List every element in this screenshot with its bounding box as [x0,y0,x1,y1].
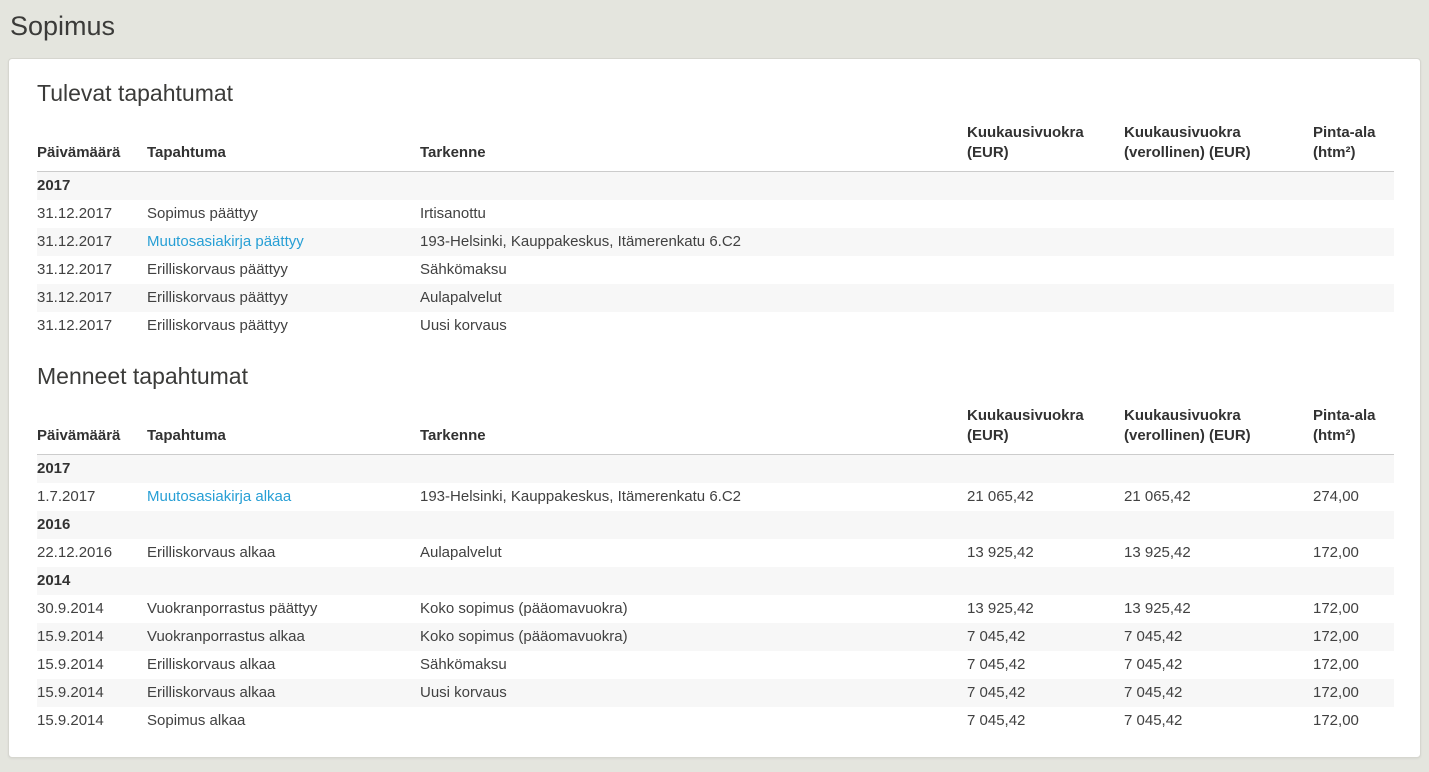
table-header [37,117,1394,172]
detail-cell [420,707,967,735]
rent-tax-cell [1124,312,1313,340]
area-cell [1313,200,1394,228]
area-cell: 172,00 [1313,712,1359,729]
column-header-rent: Kuukausivuokra (EUR) [967,400,1124,455]
column-header-detail: Tarkenne [420,400,967,455]
date-cell: 15.9.2014 [37,656,104,673]
event-link[interactable]: Muutosasiakirja päättyy [147,233,304,250]
date-cell: 15.9.2014 [37,712,104,729]
detail-cell: Koko sopimus (pääomavuokra) [420,600,628,617]
column-header-event: Tapahtuma [147,117,420,172]
area-cell [1313,256,1394,284]
detail-cell: Sähkömaksu [420,261,507,278]
column-header-area: Pinta-ala (htm²) [1313,400,1394,455]
column-header-area: Pinta-ala (htm²) [1313,117,1394,172]
rent-cell: 7 045,42 [967,712,1026,729]
rent-cell [967,256,1124,284]
year-group-row [37,172,1394,201]
event-cell: Erilliskorvaus alkaa [147,684,276,701]
column-header-date: Päivämäärä [37,117,147,172]
rent-tax-cell: 7 045,42 [1124,712,1183,729]
date-cell: 1.7.2017 [37,488,96,505]
year-group-label: 2017 [37,460,71,477]
event-cell: Sopimus päättyy [147,205,258,222]
event-row [37,623,1394,651]
detail-cell: Uusi korvaus [420,684,507,701]
event-cell: Sopimus alkaa [147,712,246,729]
detail-cell: Sähkömaksu [420,656,507,673]
rent-tax-cell: 21 065,42 [1124,488,1191,505]
event-row [37,539,1394,567]
column-header-date: Päivämäärä [37,400,147,455]
event-row [37,707,1394,735]
event-row [37,284,1394,312]
date-cell: 31.12.2017 [37,289,113,306]
rent-tax-cell [1124,284,1313,312]
area-cell: 172,00 [1313,600,1359,617]
content-card [8,58,1421,758]
event-row [37,679,1394,707]
rent-cell: 7 045,42 [967,656,1026,673]
column-header-event: Tapahtuma [147,400,420,455]
area-cell: 172,00 [1313,656,1359,673]
area-cell: 274,00 [1313,488,1359,505]
event-row [37,483,1394,511]
year-group-row [37,455,1394,484]
area-cell: 172,00 [1313,628,1359,645]
rent-cell: 7 045,42 [967,684,1026,701]
event-row [37,595,1394,623]
event-row [37,228,1394,256]
date-cell: 31.12.2017 [37,317,113,334]
date-cell: 15.9.2014 [37,628,104,645]
detail-cell: Irtisanottu [420,205,486,222]
rent-tax-cell [1124,256,1313,284]
detail-cell: Aulapalvelut [420,544,502,561]
area-cell [1313,312,1394,340]
rent-cell [967,312,1124,340]
event-cell: Erilliskorvaus päättyy [147,289,288,306]
section-heading-upcoming: Tulevat tapahtumat [37,80,234,106]
upcoming-events-table [37,117,1394,340]
date-cell: 22.12.2016 [37,544,113,561]
event-row [37,312,1394,340]
rent-tax-cell: 13 925,42 [1124,600,1191,617]
year-group-label: 2014 [37,572,71,589]
detail-cell: Koko sopimus (pääomavuokra) [420,628,628,645]
event-cell: Erilliskorvaus päättyy [147,261,288,278]
rent-tax-cell: 7 045,42 [1124,684,1183,701]
past-events-table [37,400,1394,735]
year-group-row [37,567,1394,595]
date-cell: 15.9.2014 [37,684,104,701]
event-row [37,200,1394,228]
event-cell [147,228,420,256]
rent-cell: 13 925,42 [967,600,1034,617]
rent-tax-cell [1124,200,1313,228]
year-group-label: 2016 [37,516,71,533]
event-row [37,256,1394,284]
rent-cell [967,200,1124,228]
rent-cell [967,284,1124,312]
rent-tax-cell: 7 045,42 [1124,656,1183,673]
date-cell: 31.12.2017 [37,261,113,278]
detail-cell: 193-Helsinki, Kauppakeskus, Itämerenkatu 6.C2 [420,488,742,505]
section-past-events [37,362,1394,735]
page-title: Sopimus [10,11,116,41]
rent-cell [967,228,1124,256]
area-cell [1313,284,1394,312]
rent-cell: 13 925,42 [967,544,1034,561]
event-cell: Vuokranporrastus päättyy [147,600,318,617]
year-group-row [37,511,1394,539]
event-cell [147,483,420,511]
event-cell: Erilliskorvaus alkaa [147,544,276,561]
rent-cell: 21 065,42 [967,488,1034,505]
section-heading-past: Menneet tapahtumat [37,363,248,389]
area-cell: 172,00 [1313,684,1359,701]
detail-cell: Uusi korvaus [420,317,507,334]
rent-tax-cell: 13 925,42 [1124,544,1191,561]
rent-tax-cell [1124,228,1313,256]
date-cell: 30.9.2014 [37,600,104,617]
section-upcoming-events [37,79,1394,340]
area-cell: 172,00 [1313,544,1359,561]
column-header-rent-taxed: Kuukausivuokra (verollinen) (EUR) [1124,400,1313,455]
event-cell: Erilliskorvaus alkaa [147,656,276,673]
rent-tax-cell: 7 045,42 [1124,628,1183,645]
date-cell: 31.12.2017 [37,205,113,222]
event-row [37,651,1394,679]
column-header-rent-taxed: Kuukausivuokra (verollinen) (EUR) [1124,117,1313,172]
event-cell: Vuokranporrastus alkaa [147,628,305,645]
column-header-detail: Tarkenne [420,117,967,172]
area-cell [1313,228,1394,256]
event-link[interactable]: Muutosasiakirja alkaa [147,488,292,505]
event-cell: Erilliskorvaus päättyy [147,317,288,334]
rent-cell: 7 045,42 [967,628,1026,645]
date-cell: 31.12.2017 [37,233,113,250]
table-header [37,400,1394,455]
detail-cell: 193-Helsinki, Kauppakeskus, Itämerenkatu 6.C2 [420,233,742,250]
detail-cell: Aulapalvelut [420,289,502,306]
year-group-label: 2017 [37,177,71,194]
column-header-rent: Kuukausivuokra (EUR) [967,117,1124,172]
